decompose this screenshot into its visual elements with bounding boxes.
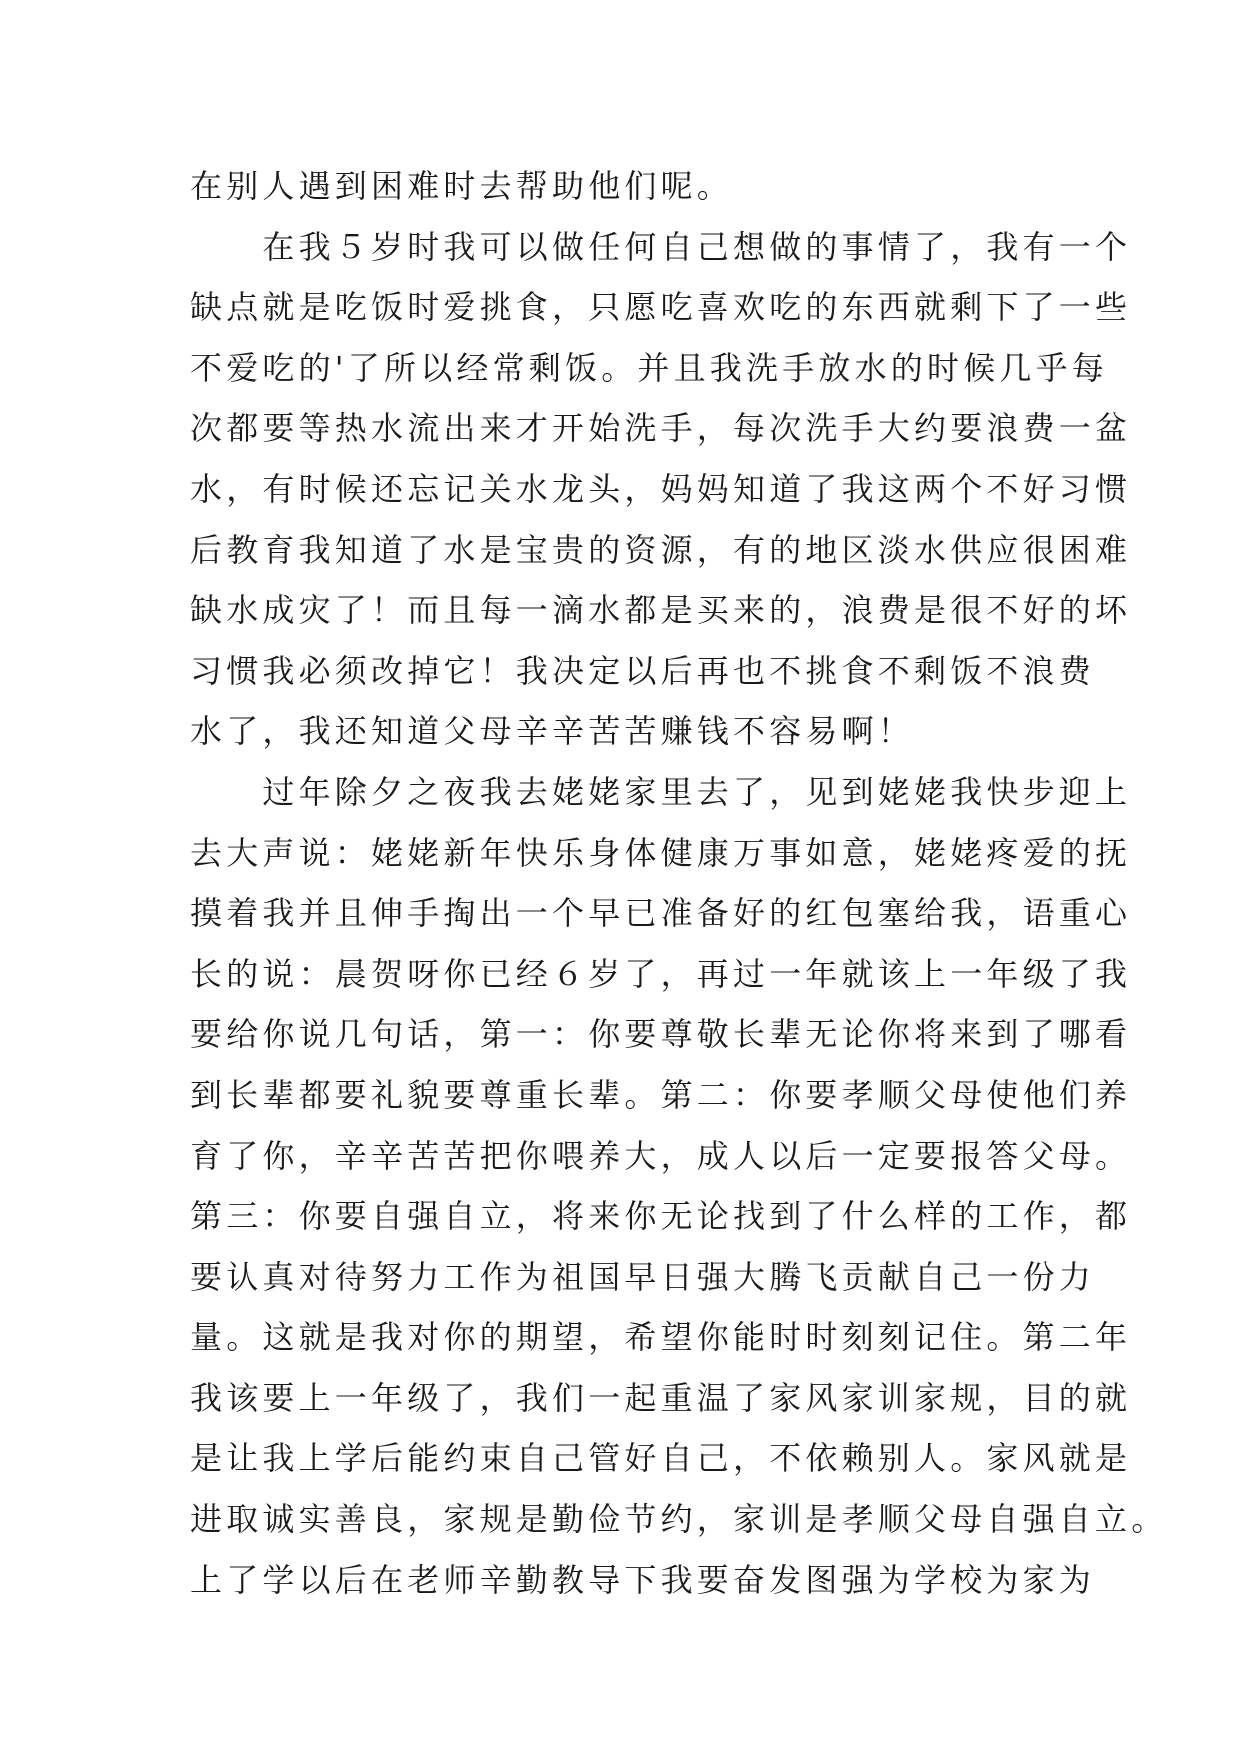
text-line: 后教育我知道了水是宝贵的资源，有的地区淡水供应很困难 xyxy=(190,530,1132,569)
text-line: 要给你说几句话，第一：你要尊敬长辈无论你将来到了哪看 xyxy=(190,1015,1132,1054)
text-line: 在我５岁时我可以做任何自己想做的事情了，我有一个 xyxy=(190,227,1132,266)
text-line: 缺点就是吃饭时爱挑食，只愿吃喜欢吃的东西就剩下了一些 xyxy=(190,288,1132,327)
text-line: 不爱吃的'了所以经常剩饭。并且我洗手放水的时候几乎每 xyxy=(190,348,1108,387)
text-line: 第三：你要自强自立，将来你无论找到了什么样的工作，都 xyxy=(190,1197,1132,1236)
text-line: 进取诚实善良，家规是勤俭节约，家训是孝顺父母自强自立。 xyxy=(190,1500,1168,1539)
body-text xyxy=(190,156,1168,1610)
text-line: 在别人遇到困难时去帮助他们呢。 xyxy=(190,167,734,205)
text-line: 过年除夕之夜我去姥姥家里去了，见到姥姥我快步迎上 xyxy=(190,772,1132,811)
text-line: 要认真对待努力工作为祖国早日强大腾飞贡献自己一份力 xyxy=(190,1257,1096,1296)
text-line: 缺水成灾了！而且每一滴水都是买来的，浪费是很不好的坏 xyxy=(190,591,1132,630)
text-line: 到长辈都要礼貌要尊重长辈。第二：你要孝顺父母使他们养 xyxy=(190,1075,1132,1114)
text-line: 上了学以后在老师辛勤教导下我要奋发图强为学校为家为 xyxy=(190,1560,1096,1599)
text-line: 长的说：晨贺呀你已经６岁了，再过一年就该上一年级了我 xyxy=(190,954,1132,993)
text-line: 量。这就是我对你的期望，希望你能时时刻刻记住。第二年 xyxy=(190,1318,1132,1357)
text-line: 去大声说：姥姥新年快乐身体健康万事如意，姥姥疼爱的抚 xyxy=(190,833,1132,872)
text-line: 摸着我并且伸手掏出一个早已准备好的红包塞给我，语重心 xyxy=(190,894,1132,933)
text-line: 水，有时候还忘记关水龙头，妈妈知道了我这两个不好习惯 xyxy=(190,469,1132,508)
text-line: 水了，我还知道父母辛辛苦苦赚钱不容易啊！ xyxy=(190,712,915,751)
text-line: 是让我上学后能约束自己管好自己，不依赖别人。家风就是 xyxy=(190,1439,1132,1478)
text-line: 我该要上一年级了，我们一起重温了家风家训家规，目的就 xyxy=(190,1378,1132,1417)
text-line: 次都要等热水流出来才开始洗手，每次洗手大约要浪费一盆 xyxy=(190,409,1132,448)
text-line: 育了你，辛辛苦苦把你喂养大，成人以后一定要报答父母。 xyxy=(190,1136,1132,1175)
text-line: 习惯我必须改掉它！我决定以后再也不挑食不剩饭不浪费 xyxy=(190,651,1096,690)
